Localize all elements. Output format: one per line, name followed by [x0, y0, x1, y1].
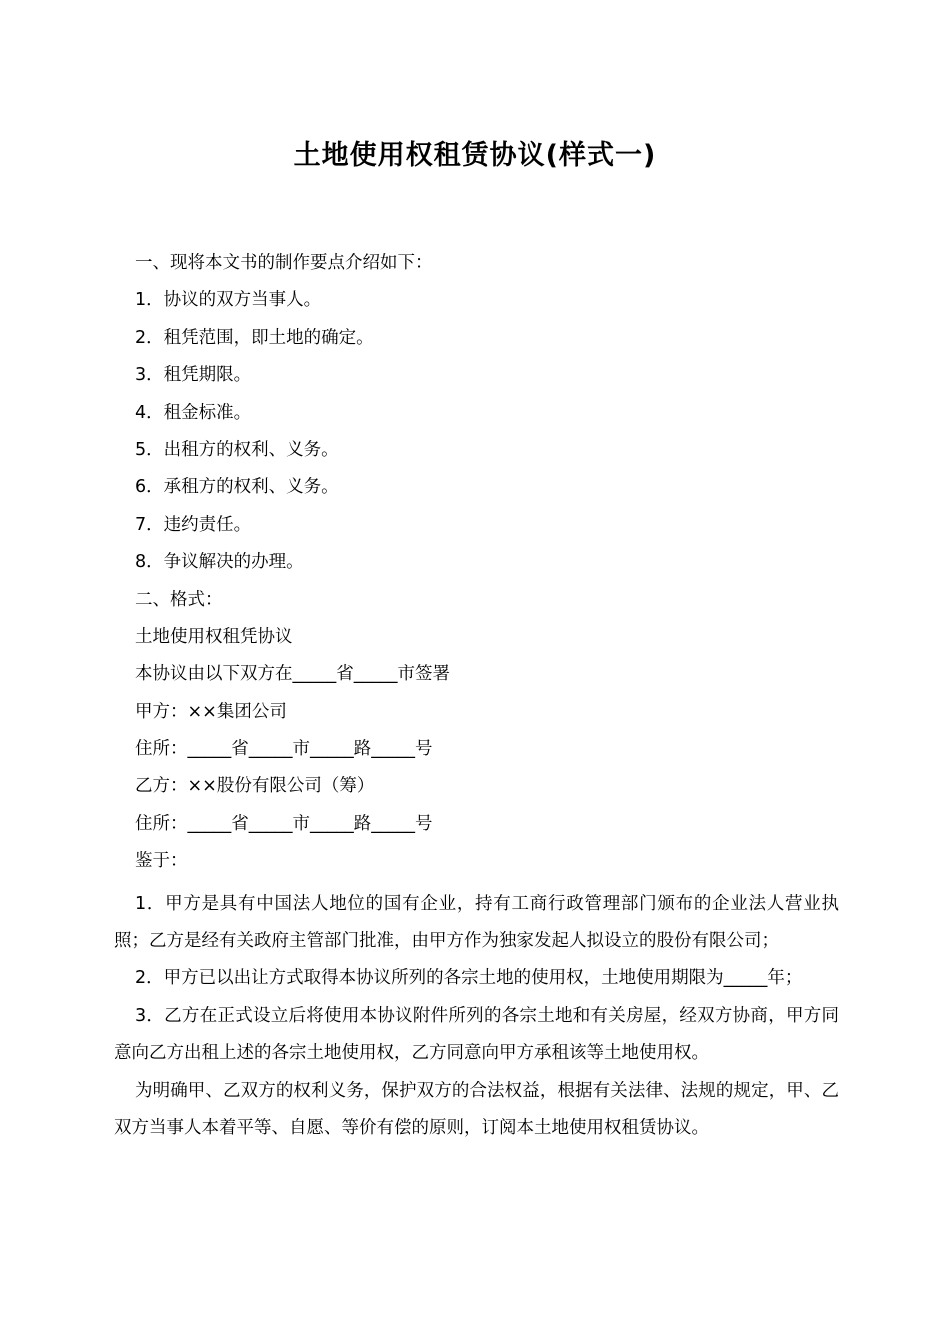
whereas-clause-1: 1．甲方是具有中国法人地位的国有企业，持有工商行政管理部门颁布的企业法人营业执照；乙方是经有关政府主管部门批准，由甲方作为独家发起人拟设立的股份有限公司；: [114, 893, 839, 952]
purpose-paragraph: 为明确甲、乙双方的权利义务，保护双方的合法权益，根据有关法律、法规的规定，甲、乙双方当事人本着平等、自愿、等价有偿的原则，订阅本土地使用权租赁协议。: [114, 1080, 839, 1139]
list-item: 4．租金标准。: [135, 402, 252, 423]
section-heading-1: 一、现将本文书的制作要点介绍如下：: [135, 253, 433, 273]
list-item: 1．协议的双方当事人。: [135, 290, 322, 311]
party-b: 乙方：××股份有限公司（筹）: [135, 776, 375, 797]
section-heading-2: 二、格式：: [135, 589, 223, 610]
list-item: 3．租凭期限。: [135, 365, 252, 386]
whereas-heading: 鉴于：: [135, 851, 188, 872]
list-item: 8．争议解决的办理。: [135, 552, 304, 573]
list-item: 7．违约责任。: [135, 514, 252, 535]
signing-place: 本协议由以下双方在_____省_____市签署: [135, 664, 450, 685]
party-b-address: 住所：_____省_____市_____路_____号: [135, 813, 433, 834]
list-item: 2．租凭范围，即土地的确定。: [135, 327, 374, 348]
document-body: [114, 250, 839, 1147]
whereas-clause-3: 3．乙方在正式设立后将使用本协议附件所列的各宗土地和有关房屋，经双方协商，甲方同意向乙方出租上述的各宗土地使用权，乙方同意向甲方承租该等土地使用权。: [114, 1005, 839, 1064]
party-a-address: 住所：_____省_____市_____路_____号: [135, 739, 433, 760]
list-item: 6．承租方的权利、义务。: [135, 477, 339, 498]
party-a: 甲方：××集团公司: [135, 701, 287, 722]
document-title: 土地使用权租赁协议(样式一): [293, 140, 657, 171]
agreement-name: 土地使用权租凭协议: [135, 626, 293, 647]
list-item: 5．出租方的权利、义务。: [135, 439, 339, 460]
whereas-clause-2: 2．甲方已以出让方式取得本协议所列的各宗土地的使用权，土地使用期限为_____年；: [135, 968, 803, 989]
